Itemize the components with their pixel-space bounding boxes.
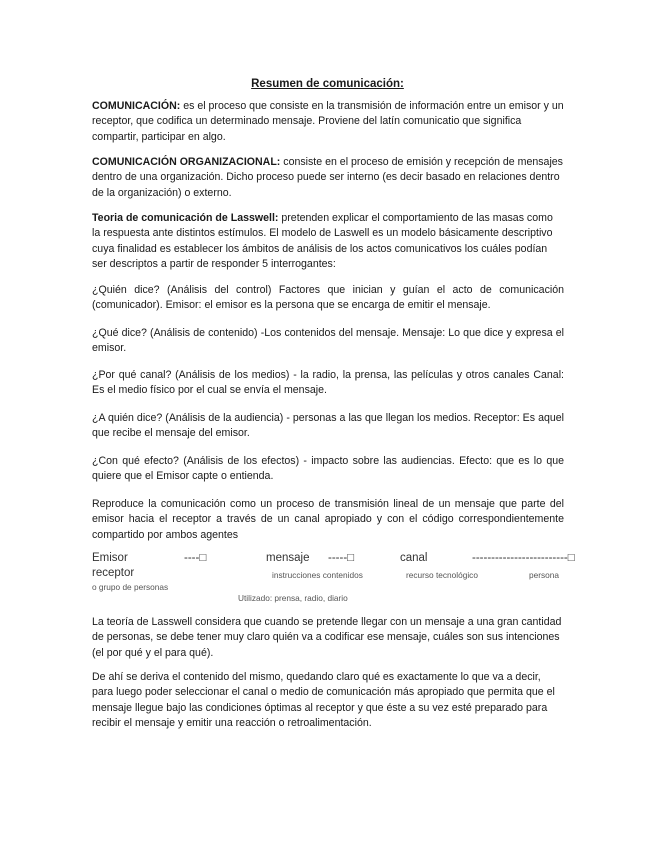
paragraph-comunicacion-organizacional [92,155,564,201]
paragraph-lasswell-theory [92,211,564,272]
question-con-que-efecto: ¿Con qué efecto? (Análisis de los efectos) - impacto sobre las audiencias. Efecto: que es lo que quiere que el Emisor capte o entienda. [92,455,564,483]
question-que-dice: ¿Qué dice? (Análisis de contenido) -Los contenidos del mensaje. Mensaje: Lo que dice y expresa el emisor. [92,327,564,355]
definition-comunicacion-organizacional: consiste en el proceso de emisión y recepción de mensajes dentro de una organización. Dicho proceso puede ser interno (es decir basado en relaciones dentro de la organización) o externo. [92,156,563,199]
definition-comunicacion: es el proceso que consiste en la transmisión de información entre un emisor y un receptor, que codifica un determinado mensaje. Proviene del latín comunicatio que significa compartir, participar en algo. [92,100,564,143]
communication-diagram [92,552,575,612]
term-comunicacion-organizacional: COMUNICACIÓN ORGANIZACIONAL: [92,156,281,168]
diagram-persona: persona [529,570,559,580]
question-a-quien-dice: ¿A quién dice? (Análisis de la audiencia) - personas a las que llegan los medios. Receptor: Es aquel que recibe el mensaje del emisor. [92,412,564,440]
diagram-arrow-1: ----□ [184,552,207,564]
diagram-grupo-personas: o grupo de personas [92,582,169,592]
diagram-emisor: Emisor [92,552,128,564]
question-quien-dice: ¿Quién dice? (Análisis del control) Factores que inician y guían el acto de comunicación (comunicador). Emisor: el emisor es la persona que se encarga de emitir el mensaje. [92,284,564,312]
document-title: Resumen de comunicación: [251,78,404,90]
diagram-recurso-tecnologico: recurso tecnológico [406,570,478,580]
diagram-utilizado: Utilizado: prensa, radio, diario [238,593,348,603]
paragraph-comunicacion [92,99,564,145]
paragraph-lasswell-considera: La teoría de Lasswell considera que cuando se pretende llegar con un mensaje a una gran cantidad de personas, se debe tener muy claro quién va a codificar ese mensaje, cuáles son sus intenciones (el por qué y el para qué). [92,616,562,659]
diagram-arrow-2: -----□ [328,552,355,564]
diagram-mensaje: mensaje [266,552,310,564]
definition-lasswell: pretenden explicar el comportamiento de las masas como la respuesta ante distintos estímulos. El modelo de Laswell es un modelo básicamente descriptivo cuya finalidad es establecer los ámbitos de análisis de los actos comunicativos los cuáles podían ser descriptos a partir de responder 5 interrogantes: [92,212,553,270]
term-comunicacion: COMUNICACIÓN: [92,100,181,112]
question-por-que-canal: ¿Por qué canal? (Análisis de los medios) - la radio, la prensa, las películas y otros canales Canal: Es el medio físico por el cual se envía el mensaje. [92,369,564,397]
paragraph-linear-process: Reproduce la comunicación como un proceso de transmisión lineal de un mensaje que parte del emisor hacia el receptor a través de un canal apropiado y con el código correspondientemente compartido por ambos agentes [92,498,564,541]
diagram-receptor: receptor [92,567,135,579]
diagram-canal: canal [400,552,428,564]
paragraph-contenido-canal: De ahí se deriva el contenido del mismo, quedando claro qué es exactamente lo que va a decir, para luego poder seleccionar el canal o medio de comunicación más apropiado que permita que el mensaje llegue bajo las condiciones óptimas al receptor y que éste a su vez esté preparado para recibir el mensaje y emitir una reacción o retroalimentación. [92,671,555,729]
diagram-arrow-3: -------------------------□ [472,552,575,564]
term-lasswell: Teoria de comunicación de Lasswell: [92,212,279,224]
diagram-instrucciones-contenidos: instrucciones contenidos [272,570,363,580]
